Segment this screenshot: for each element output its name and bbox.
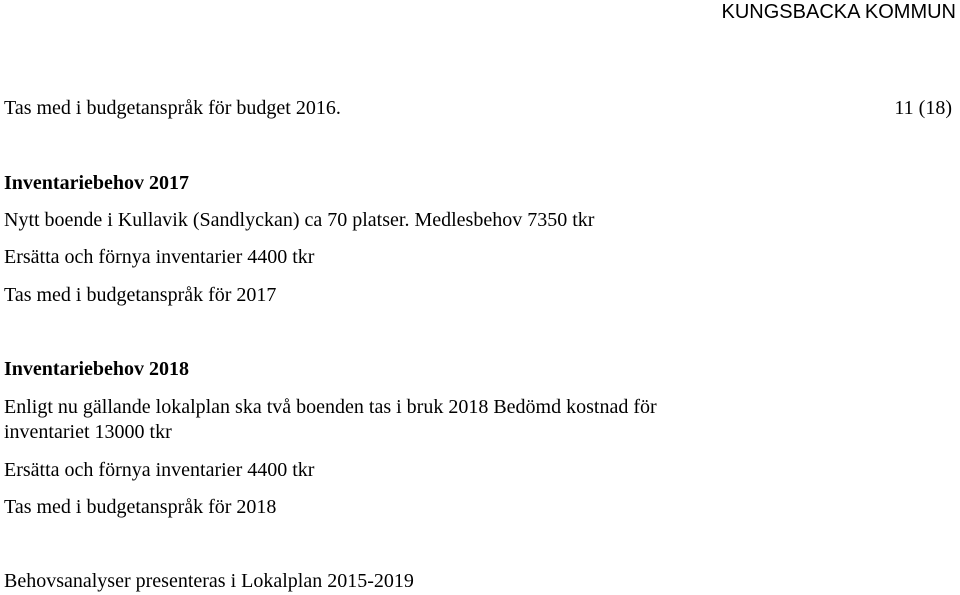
paragraph-line: Nytt boende i Kullavik (Sandlyckan) ca 70 platser. Medlesbehov 7350 tkr [4,209,595,231]
section-heading: Inventariebehov 2017 [4,172,189,194]
organization-name: KUNGSBACKA KOMMUN [721,1,956,23]
paragraph-line: Ersätta och förnya inventarier 4400 tkr [4,459,315,481]
paragraph-line: Tas med i budgetanspråk för 2017 [4,284,277,306]
paragraph-line: Ersätta och förnya inventarier 4400 tkr [4,246,315,268]
paragraph-line: inventariet 13000 tkr [4,421,172,443]
page-number: 11 (18) [894,97,952,119]
paragraph-line: Enligt nu gällande lokalplan ska två boenden tas i bruk 2018 Bedömd kostnad för [4,396,657,418]
intro-text: Tas med i budgetanspråk för budget 2016. [4,97,341,119]
paragraph-line: Tas med i budgetanspråk för 2018 [4,496,277,518]
section-heading: Inventariebehov 2018 [4,358,189,380]
footer-note: Behovsanalyser presenteras i Lokalplan 2015-2019 [4,570,414,592]
